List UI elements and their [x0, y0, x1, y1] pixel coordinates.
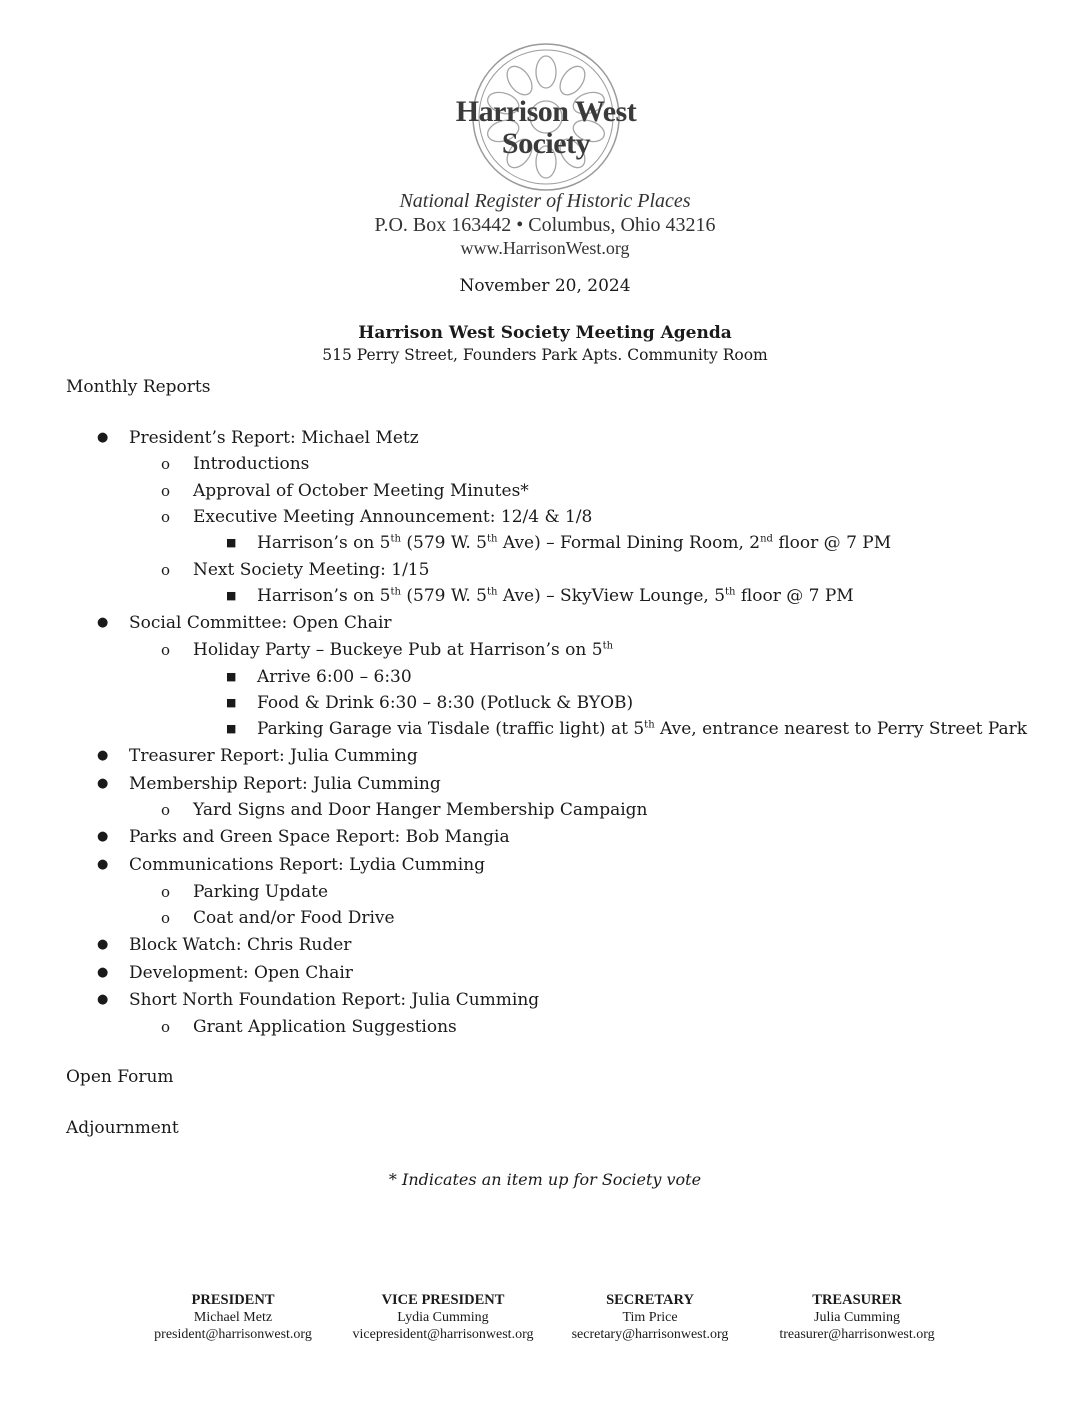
logo-line-2: Society	[501, 127, 591, 160]
section-adjournment: Adjournment	[66, 1118, 179, 1138]
square-bullet-icon: ■	[226, 589, 237, 602]
meeting-date: November 20, 2024	[459, 276, 631, 296]
circle-bullet-icon: o	[161, 508, 171, 526]
square-bullet-icon: ■	[226, 536, 237, 549]
circle-bullet-icon: o	[161, 801, 171, 819]
register-line: National Register of Historic Places	[399, 190, 691, 212]
vote-footnote: * Indicates an item up for Society vote	[388, 1170, 702, 1189]
section-monthly-reports: Monthly Reports	[66, 377, 211, 397]
officer-email: treasurer@harrisonwest.org	[779, 1327, 935, 1342]
officer-email: secretary@harrisonwest.org	[571, 1327, 729, 1342]
logo-line-1: Harrison West	[455, 95, 637, 128]
square-bullet-icon: ■	[226, 670, 237, 683]
website-text: www.HarrisonWest.org	[460, 238, 630, 258]
bullet-icon: ●	[97, 992, 109, 1007]
square-bullet-icon: ■	[226, 722, 237, 735]
officer-email: vicepresident@harrisonwest.org	[352, 1327, 534, 1342]
logo-wordmark	[430, 96, 662, 160]
officer-vice-president: VICE PRESIDENT Lydia Cumming vicepresident@harrisonwest.org	[330, 1292, 556, 1343]
circle-bullet-icon: o	[161, 883, 171, 901]
officers-footer	[120, 1292, 970, 1352]
officer-email: president@harrisonwest.org	[154, 1327, 312, 1342]
circle-bullet-icon: o	[161, 455, 171, 473]
officer-treasurer: TREASURER Julia Cumming treasurer@harrisonwest.org	[750, 1292, 964, 1343]
agenda-page: Harrison West Society National Register of Historic Places P.O. Box 163442 • Columbus, Ohio 43216 www.HarrisonWest.org November 20, 2024 Harrison West Society Meeting Agenda 515 Perry Street, Founders Park Apts. Community Room Monthly Reports ● President’s Report: Michael Metz o Introductions o Approval of October Meeting Minutes* o Executive Meeting Announcement: 12/4 & 1/8 ■ Harrison’s on 5th (579 W. 5th Ave) – Formal Dining Room, 2nd floor @ 7 PM o Next Society Meeting: 1/15 ■ Harrison’s on 5th (579 W. 5th Ave) – SkyView Lounge, 5th floor @ 7 PM ● Social Committee: Open Chair o Holiday Party – Buckeye Pub at Harrison’s on 5th ■ Arrive 6:00 – 6:30 ■ Food & Drink 6:30 – 8:30 (Potluck & BYOB) ■ Parking Garage via Tisdale (traffic light) at 5th Ave, entrance nearest to Perry Street Park ● Treasurer Report: Julia Cumming ● Membership Report: Julia Cumming o Yard Signs and Door Hanger Membership Campaign ● Parks and Green Space Report: Bob Mangia ● Communications Report: Lydia Cumming o Parking Update o Coat and/or Food Drive ● Block Watch: Chris Ruder ● Development: Open Chair ● Short North Foundation Report: Julia Cumming o Grant Application Suggestions Open Forum Adjournment * Indicates an item up for Society vote PRESIDENT Michael Metz president@harrisonwest.org VICE PRESIDENT Lydia Cumming vicepresident@harrisonwest.org SECRETARY Tim Price secretary@harrisonwest.org TREASURER Julia Cumming treasurer@harrisonwest.org	[0, 0, 1088, 1408]
meeting-location: 515 Perry Street, Founders Park Apts. Community Room	[322, 346, 768, 364]
bullet-icon: ●	[97, 615, 109, 630]
circle-bullet-icon: o	[161, 1018, 171, 1036]
section-open-forum: Open Forum	[66, 1067, 174, 1087]
bullet-icon: ●	[97, 857, 109, 872]
circle-bullet-icon: o	[161, 909, 171, 927]
bullet-icon: ●	[97, 748, 109, 763]
officer-president: PRESIDENT Michael Metz president@harrisonwest.org	[120, 1292, 346, 1343]
circle-bullet-icon: o	[161, 482, 171, 500]
bullet-icon: ●	[97, 965, 109, 980]
bullet-icon: ●	[97, 829, 109, 844]
circle-bullet-icon: o	[161, 641, 171, 659]
bullet-icon: ●	[97, 430, 109, 445]
bullet-icon: ●	[97, 776, 109, 791]
officer-secretary: SECRETARY Tim Price secretary@harrisonwest.org	[540, 1292, 760, 1343]
square-bullet-icon: ■	[226, 696, 237, 709]
page-title: Harrison West Society Meeting Agenda	[358, 323, 732, 343]
po-box-address: P.O. Box 163442 • Columbus, Ohio 43216	[374, 214, 716, 236]
bullet-icon: ●	[97, 937, 109, 952]
circle-bullet-icon: o	[161, 561, 171, 579]
